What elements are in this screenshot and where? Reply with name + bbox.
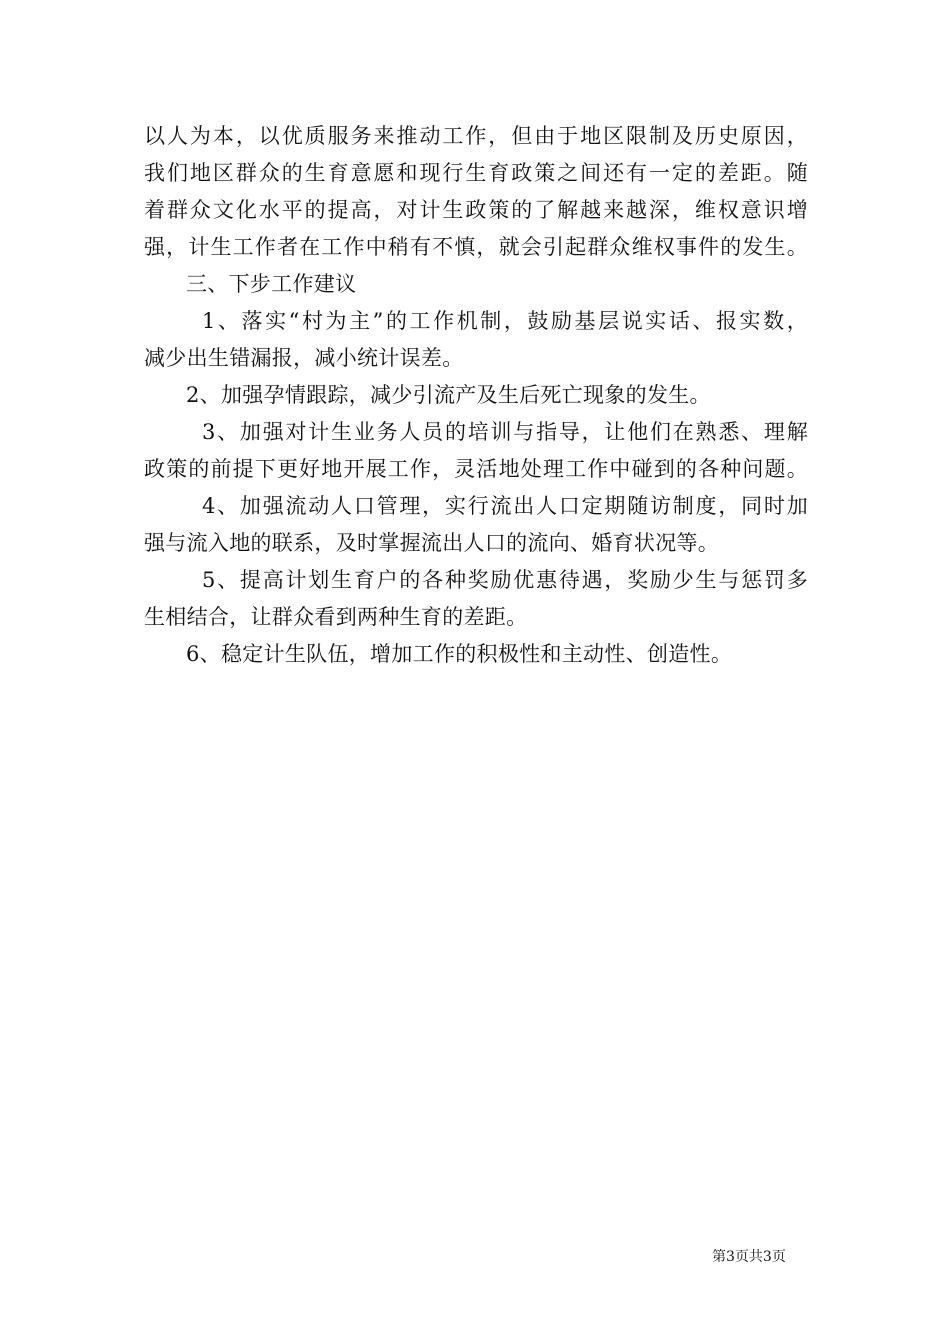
list-item-3-line: 政策的前提下更好地开展工作，灵活地处理工作中碰到的各种问题。 <box>144 457 808 481</box>
list-item-4-line: 4、加强流动人口管理，实行流出人口定期随访制度，同时加 <box>202 494 808 518</box>
paragraph-line: 着群众文化水平的提高，对计生政策的了解越来越深，维权意识增 <box>144 198 808 222</box>
paragraph-line: 以人为本，以优质服务来推动工作，但由于地区限制及历史原因， <box>144 124 808 148</box>
list-item-3-line: 3、加强对计生业务人员的培训与指导，让他们在熟悉、理解 <box>202 420 808 444</box>
page-number-footer: 第3页共3页 <box>712 1249 786 1265</box>
list-item-1-line: 减少出生错漏报，减小统计误差。 <box>144 346 464 370</box>
paragraph-line: 我们地区群众的生育意愿和现行生育政策之间还有一定的差距。随 <box>144 161 808 185</box>
list-item-2-line: 2、加强孕情跟踪，减少引流产及生后死亡现象的发生。 <box>186 383 711 407</box>
list-item-5-line: 生相结合，让群众看到两种生育的差距。 <box>144 605 528 629</box>
paragraph-line: 强，计生工作者在工作中稍有不慎，就会引起群众维权事件的发生。 <box>144 235 808 259</box>
section-heading: 三、下步工作建议 <box>186 272 357 296</box>
list-item-4-line: 强与流入地的联系，及时掌握流出人口的流向、婚育状况等。 <box>144 531 720 555</box>
list-item-5-line: 5、提高计划生育户的各种奖励优惠待遇，奖励少生与惩罚多 <box>202 568 808 592</box>
document-body <box>144 118 808 673</box>
list-item-1-line: 1、落实“村为主”的工作机制，鼓励基层说实话、报实数， <box>202 309 808 333</box>
list-item-6-line: 6、稳定计生队伍，增加工作的积极性和主动性、创造性。 <box>186 642 733 666</box>
